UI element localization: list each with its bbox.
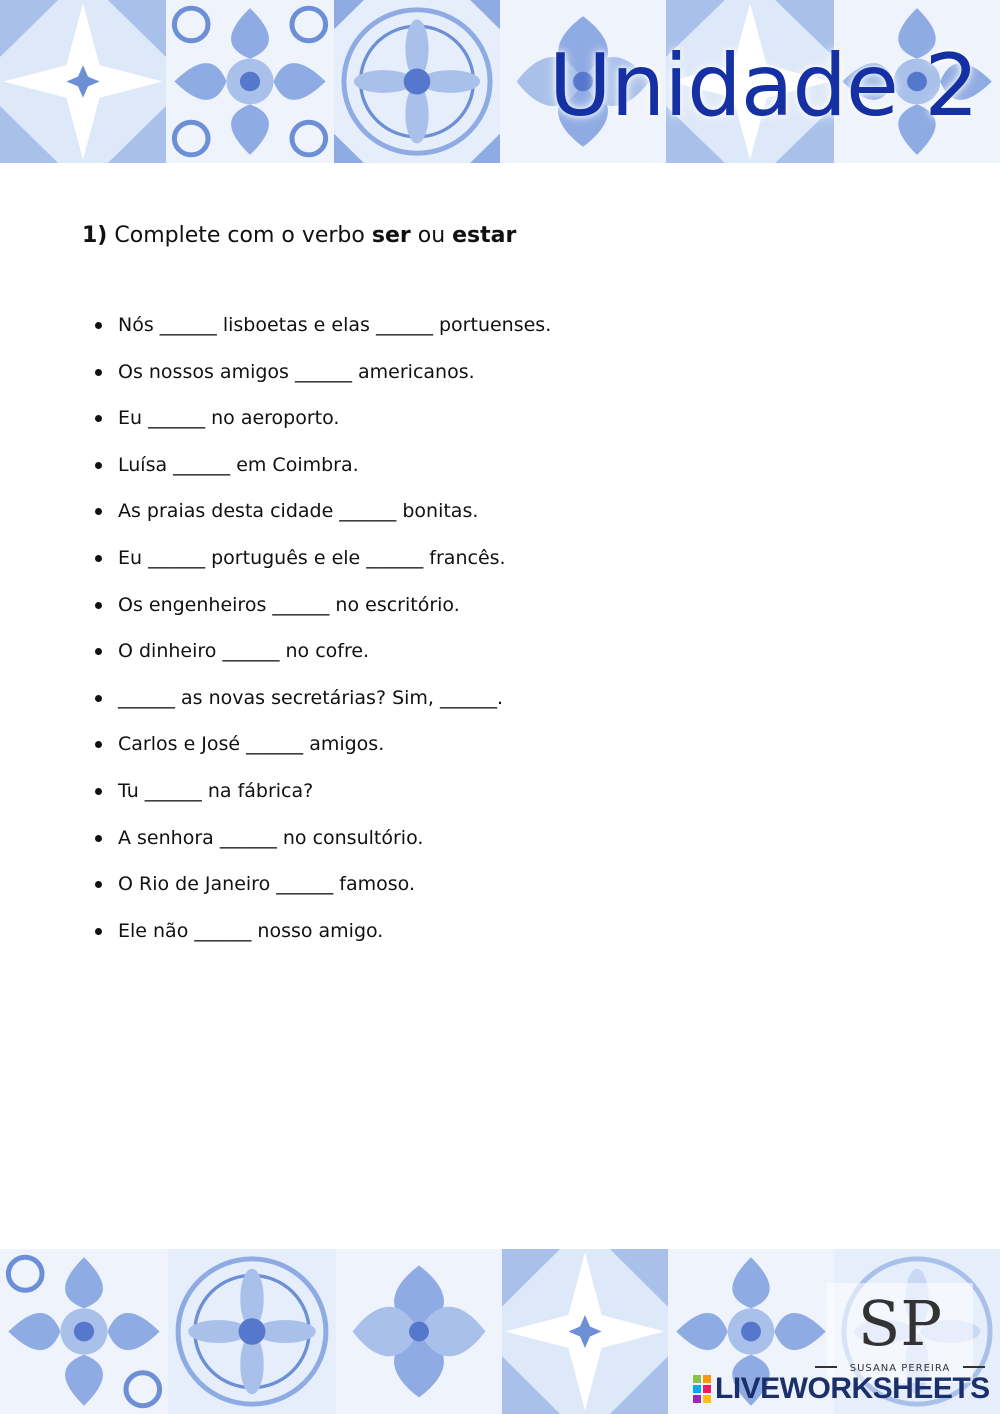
list-item [95, 541, 551, 588]
bullet [95, 602, 102, 609]
sentence-text: Luísa ______ em Coimbra. [118, 453, 359, 476]
bullet [95, 648, 102, 655]
sentence-text: Carlos e José ______ amigos. [118, 733, 385, 756]
bullet [95, 928, 102, 935]
exercise-instruction [82, 223, 516, 248]
sentence-text: Tu ______ na fábrica? [118, 779, 314, 802]
sentence-text: Eu ______ português e ele ______ francês. [118, 546, 506, 569]
logo-initials: SP [857, 1287, 943, 1360]
list-item [95, 401, 551, 448]
sentence-text: O Rio de Janeiro ______ famoso. [118, 873, 415, 896]
flower-tile-icon [334, 0, 500, 163]
logo-name: SUSANA PEREIRA [849, 1363, 951, 1374]
flower-tile-icon [168, 1249, 336, 1414]
star-tile-icon [502, 1249, 668, 1414]
sentence-text: Ele não ______ nosso amigo. [118, 919, 384, 942]
bullet [95, 835, 102, 842]
instruction-text: Complete com o verbo [114, 223, 365, 248]
list-item [95, 681, 551, 728]
list-item [95, 914, 551, 961]
list-item [95, 448, 551, 495]
list-item [95, 774, 551, 821]
liveworksheets-icon [693, 1375, 711, 1403]
star-tile-icon [0, 0, 166, 163]
sentence-text: O dinheiro ______ no cofre. [118, 640, 370, 663]
bullet [95, 322, 102, 329]
sentence-text: Eu ______ no aeroporto. [118, 407, 340, 430]
list-item [95, 588, 551, 635]
bullet [95, 369, 102, 376]
verb-estar: estar [452, 223, 517, 248]
instruction-conjunction: ou [417, 223, 446, 248]
list-item [95, 727, 551, 774]
bullet [95, 881, 102, 888]
list-item [95, 308, 551, 355]
liveworksheets-brand[interactable] [693, 1372, 990, 1406]
bullet [95, 555, 102, 562]
list-item [95, 494, 551, 541]
verb-ser: ser [371, 223, 411, 248]
exercise-list [95, 308, 551, 960]
brand-text: LIVEWORKSHEETS [715, 1372, 990, 1405]
bullet [95, 462, 102, 469]
bullet [95, 415, 102, 422]
sentence-text: Os nossos amigos ______ americanos. [118, 360, 475, 383]
sentence-text: Nós ______ lisboetas e elas ______ portuenses. [118, 314, 552, 336]
page-title: Unidade 2 [548, 36, 978, 136]
sentence-text: ______ as novas secretárias? Sim, ______. [118, 686, 504, 709]
list-item [95, 355, 551, 402]
sentence-text: A senhora ______ no consultório. [118, 826, 424, 849]
bullet [95, 508, 102, 515]
scroll-tile-icon [166, 0, 334, 163]
scroll-tile-icon [0, 1249, 168, 1414]
list-item [95, 867, 551, 914]
list-item [95, 634, 551, 681]
bullet [95, 788, 102, 795]
bullet [95, 741, 102, 748]
sentence-text: As praias desta cidade ______ bonitas. [118, 500, 479, 523]
bullet [95, 695, 102, 702]
exercise-number: 1) [82, 223, 108, 248]
fleur-tile-icon [336, 1249, 502, 1414]
list-item [95, 821, 551, 868]
sentence-text: Os engenheiros ______ no escritório. [118, 593, 460, 616]
